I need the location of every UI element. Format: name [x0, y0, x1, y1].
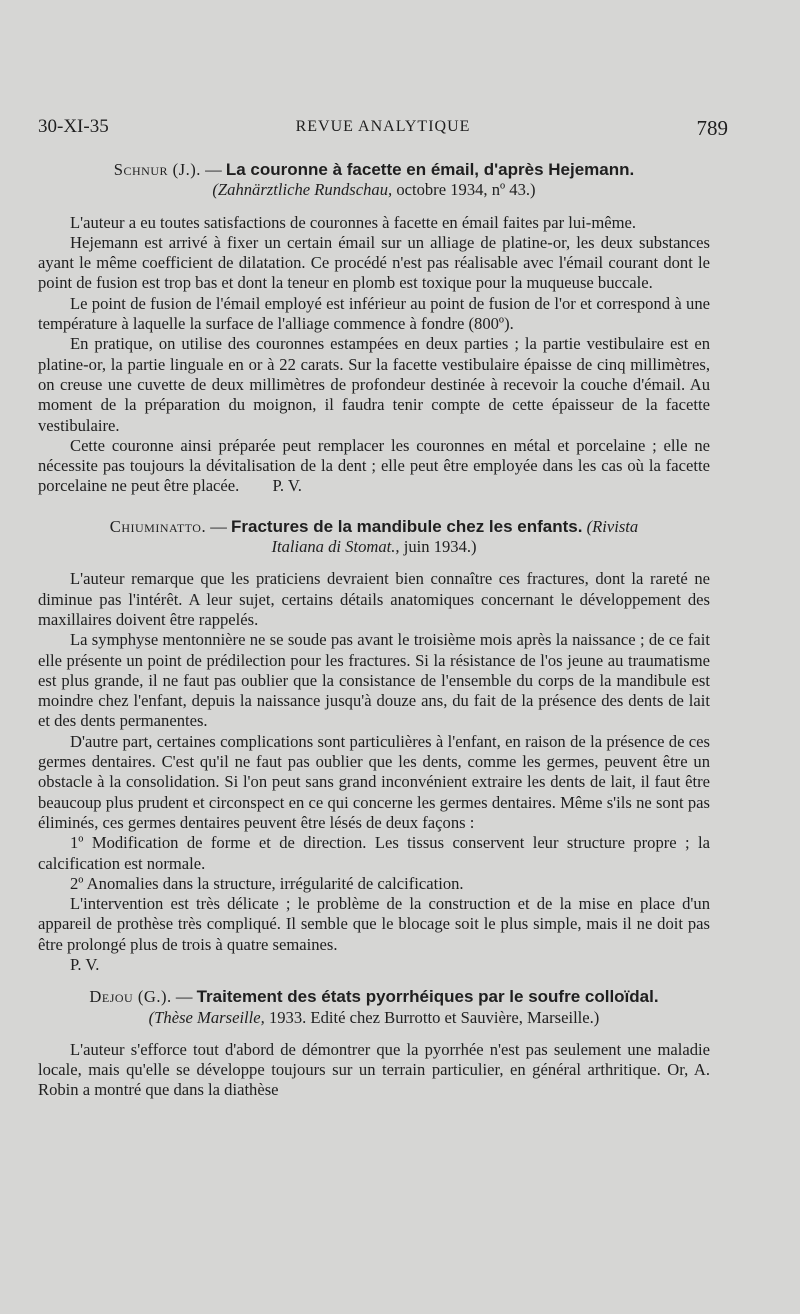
paragraph: Cette couronne ainsi préparée peut remplacer les couronnes en métal et porcelaine ; elle ne nécessite pas toujours la dévitalisation de la dent ; elle peut être employée dans les cas où la facette porcelaine ne peut être placée. P. V.: [38, 435, 710, 496]
paragraph: L'auteur a eu toutes satisfactions de couronnes à facette en émail faites par lui-même.: [70, 212, 637, 232]
article-source-journal-cont: Italiana di Stomat.,: [271, 537, 400, 557]
article-title: Fractures de la mandibule chez les enfants.: [231, 516, 583, 536]
article-source-journal: (Zahnärztliche Rundschau,: [212, 180, 393, 200]
page-content: [38, 160, 710, 1101]
paragraph: D'autre part, certaines complications sont particulières à l'enfant, en raison de la présence de ces germes dentaires. C'est qu'il ne faut pas oublier que les dents, comme les germes, peuvent être un obstacle à la consolidation. Si l'on peut sans grand inconvénient extraire les dents de lait, il faut être beaucoup plus prudent et circonspect en ce qui concerne les germes dentaires. Même s'ils ne sont pas éliminés, ces germes dentaires peuvent être lésés de deux façons :: [38, 731, 710, 832]
paragraph: La symphyse mentonnière ne se soude pas avant le troisième mois après la naissance ; de ce fait elle présente un point de prédilection pour les fractures. Si la résistance de l'os jeune au traumatisme est plus grande, il ne faut pas oublier que la consistance de l'ensemble du corps de la mandibule est moindre chez l'enfant, depuis la naissance jusqu'à douze ans, du fait de la présence des dents de lait et des dents permanentes.: [38, 630, 710, 731]
running-head: [38, 116, 728, 140]
issue-date: 30-XI-35: [38, 116, 109, 137]
page-number: 789: [696, 116, 728, 140]
paragraph: Hejemann est arrivé à fixer un certain émail sur un alliage de platine-or, les deux substances ayant le même coefficient de dilatation. Ce procédé n'est pas réalisable avec l'émail courant dont le point de fusion est trop bas et dont la teneur en plomb est toxique pour la muqueuse buccale.: [38, 232, 710, 293]
paragraph: En pratique, on utilise des couronnes estampées en deux parties ; la partie vestibulaire est en platine-or, la partie linguale en or à 22 carats. Sur la facette vestibulaire épaisse de cinq millimètres, on creuse une cuvette de deux millimètres de profondeur destinée à recevoir la couche d'émail. Au moment de la préparation du moignon, il faudra tenir compte de cette épaisseur de la facette vestibulaire.: [38, 334, 710, 435]
article-title: La couronne à facette en émail, d'après Hejemann.: [225, 160, 635, 179]
article-heading: [38, 987, 710, 1028]
article-source-details: juin 1934.): [399, 537, 477, 557]
article-heading: [38, 517, 710, 558]
heading-dash: —: [206, 516, 231, 536]
signature: P. V.: [70, 954, 100, 974]
signature: P. V.: [272, 476, 302, 496]
article-title: Traitement des états pyorrhéiques par le soufre colloïdal.: [196, 987, 659, 1007]
paragraph: Le point de fusion de l'émail employé est inférieur au point de fusion de l'or et correspond à une température à laquelle la surface de l'alliage commence à fondre (800º).: [38, 293, 710, 334]
article-source-journal: (Rivista: [582, 516, 639, 536]
paragraph: L'auteur remarque que les praticiens devraient bien connaître ces fractures, dont la rareté ne diminue pas l'intérêt. A leur sujet, certains détails anatomiques concernant le développement des maxillaires doivent être rappelés.: [38, 569, 710, 629]
journal-section-title: REVUE ANALYTIQUE: [295, 118, 471, 135]
article-author: Schnur (J.).: [113, 160, 201, 179]
article-source-details: octobre 1934, nº 43.): [392, 180, 536, 200]
heading-dash: —: [171, 987, 197, 1007]
article-heading: [38, 160, 710, 201]
article-author: Dejou (G.).: [89, 987, 172, 1007]
paragraph: 2º Anomalies dans la structure, irrégularité de calcification.: [70, 873, 464, 893]
article-source-journal: (Thèse Marseille,: [148, 1007, 265, 1027]
article-source-details: 1933. Edité chez Burrotto et Sauvière, Marseille.): [264, 1007, 600, 1027]
article-author: Chiuminatto.: [109, 516, 207, 536]
paragraph: L'auteur s'efforce tout d'abord de démontrer que la pyorrhée n'est pas seulement une maladie locale, mais qu'elle se développe toujours sur un terrain particulier, en général arthritique. Or, A. Robin a montré que dans la diathèse: [38, 1039, 710, 1100]
heading-dash: —: [200, 160, 226, 179]
paragraph: 1º Modification de forme et de direction. Les tissus conservent leur structure propre ; la calcification est normale.: [38, 833, 710, 873]
paragraph: L'intervention est très délicate ; le problème de la construction et de la mise en place d'un appareil de prothèse très compliqué. Il semble que le blocage soit le plus simple, mais il ne doit pas être prolongé plus de trois à quatre semaines.: [38, 894, 710, 954]
